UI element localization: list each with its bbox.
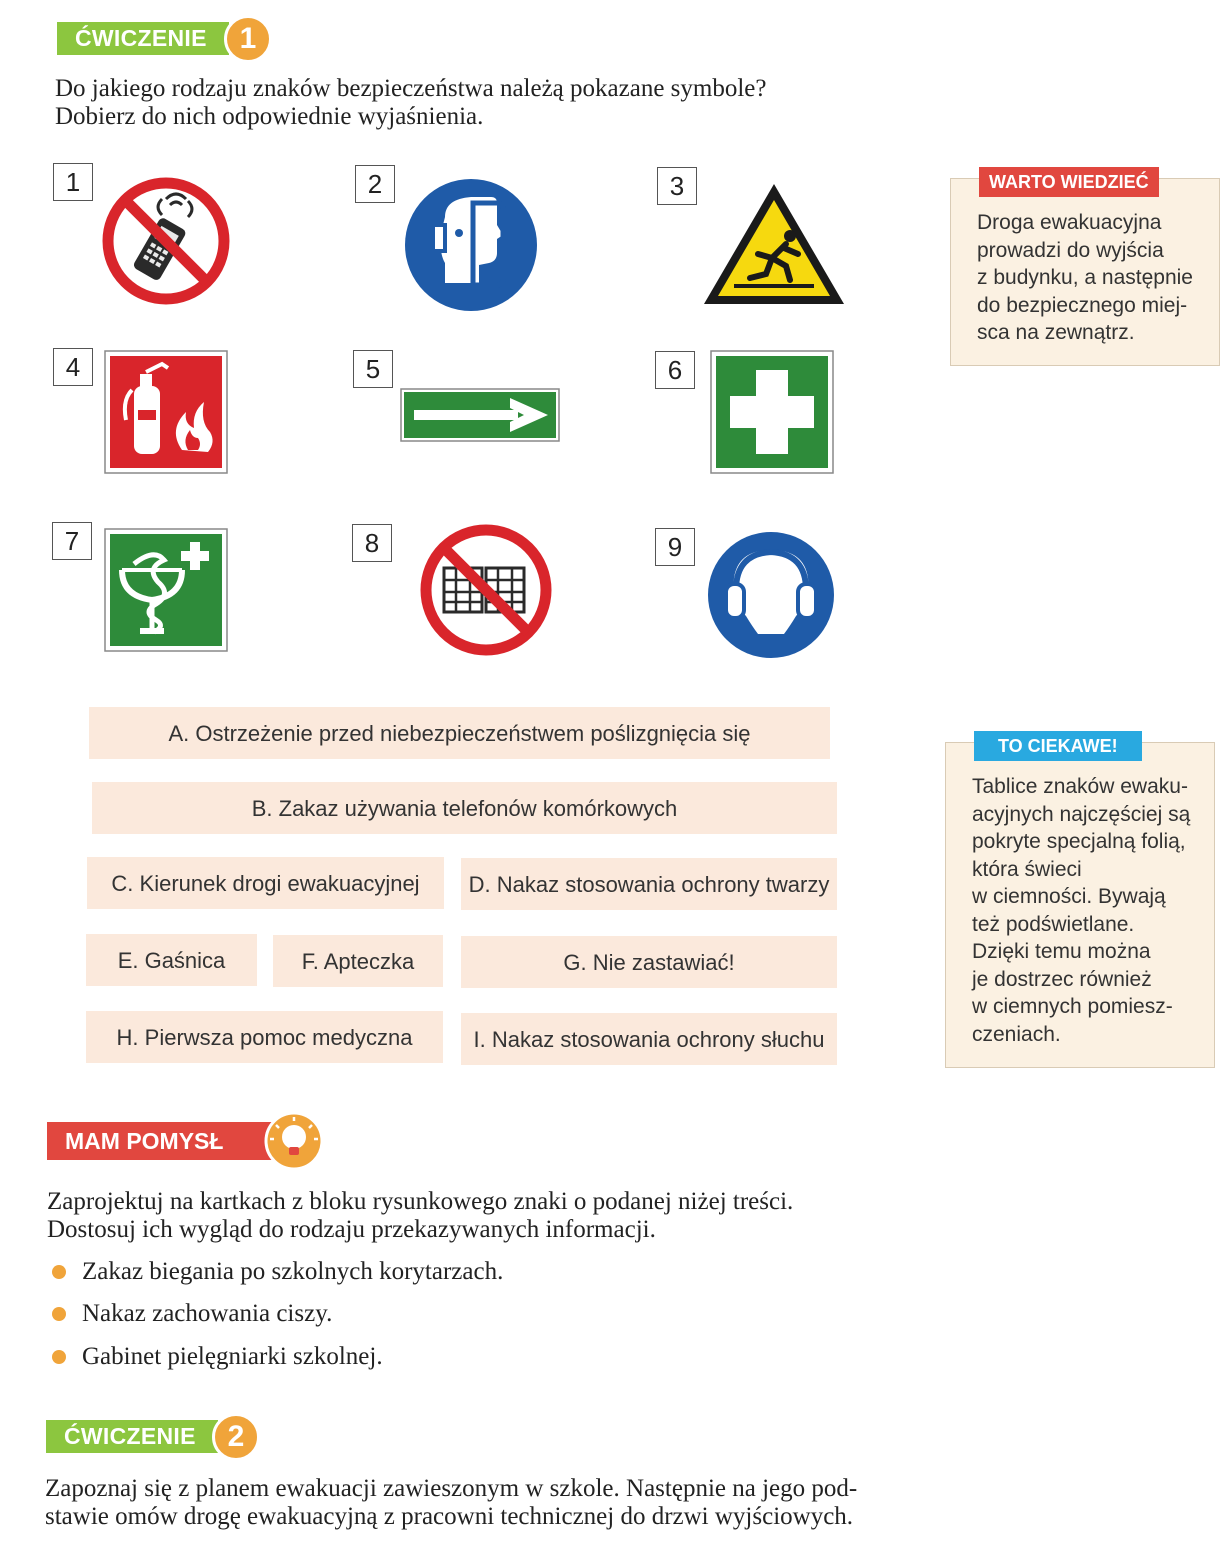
no-mobile-phone-sign-icon <box>100 175 232 312</box>
answer-g-text: G. Nie zastawiać! <box>563 950 735 975</box>
answer-d <box>461 858 837 910</box>
exercise-2-header <box>46 1420 218 1453</box>
idea-instruction-line-1: Zaprojektuj na kartkach z bloku rysunkowego znaki o podanej niżej treści. <box>47 1188 794 1215</box>
bullet-icon <box>52 1265 66 1279</box>
idea-label: MAM POMYSŁ <box>65 1128 224 1154</box>
idea-header <box>47 1122 275 1160</box>
ciekawe-line: Tablice znaków ewaku- <box>972 775 1188 798</box>
to-ciekawe-text <box>972 773 1210 1048</box>
answer-c <box>87 857 444 909</box>
answer-d-text: D. Nakaz stosowania ochrony twarzy <box>468 872 830 897</box>
ciekawe-line: też podświetlane. <box>972 912 1135 936</box>
sign-number-box: 2 <box>355 165 395 203</box>
medical-snake-cup-sign-icon <box>104 528 228 657</box>
ciekawe-line: je dostrzec również <box>972 967 1152 991</box>
answer-b-text: B. Zakaz używania telefonów komórkowych <box>251 796 678 821</box>
warto-line: z budynku, a następnie <box>977 266 1193 289</box>
ciekawe-line: acyjnych najczęściej są <box>972 802 1191 826</box>
idea-instruction <box>47 1188 907 1244</box>
evacuation-arrow-sign-icon <box>400 388 560 447</box>
fire-extinguisher-sign-icon <box>104 350 228 479</box>
exercise-2-number: 2 <box>212 1413 260 1461</box>
answer-h <box>86 1011 443 1063</box>
answer-g <box>461 936 837 988</box>
answer-i <box>461 1013 837 1065</box>
answer-b <box>92 782 837 834</box>
ciekawe-line: Dzięki temu można <box>972 940 1151 963</box>
idea-bullet-item: Zakaz biegania po szkolnych korytarzach. <box>82 1258 504 1285</box>
ciekawe-line: w ciemnych pomiesz- <box>972 995 1173 1018</box>
exercise-2-instruction-line-1: Zapoznaj się z planem ewakuacji zawieszonym w szkole. Następnie na jego pod- <box>45 1475 858 1502</box>
exercise-1-number: 1 <box>224 15 272 63</box>
answer-c-text: C. Kierunek drogi ewakuacyjnej <box>111 871 420 896</box>
exercise-2-label: ĆWICZENIE <box>64 1423 196 1449</box>
exercise-2-instruction-line-2: stawie omów drogę ewakuacyjną z pracowni technicznej do drzwi wyjściowych. <box>45 1503 854 1530</box>
answer-e-text: E. Gaśnica <box>117 948 226 973</box>
lightbulb-icon <box>262 1111 326 1176</box>
sign-number-box: 3 <box>657 167 697 205</box>
first-aid-cross-sign-icon <box>710 350 834 479</box>
ciekawe-line: która świeci <box>972 857 1082 881</box>
exercise-1-instruction <box>55 75 905 131</box>
warto-line: Droga ewakuacyjna <box>977 211 1162 234</box>
ciekawe-line: pokryte specjalną folią, <box>972 830 1186 853</box>
exercise-1-instruction-line-1: Do jakiego rodzaju znaków bezpieczeństwa należą pokazane symbole? <box>55 75 767 102</box>
answer-a <box>89 707 830 759</box>
answer-i-text: I. Nakaz stosowania ochrony słuchu <box>473 1027 825 1052</box>
warto-wiedziec-text <box>977 209 1213 347</box>
warto-line: do bezpiecznego miej- <box>977 293 1188 317</box>
idea-bullet-item: Nakaz zachowania ciszy. <box>82 1300 333 1327</box>
warto-wiedziec-tag: WARTO WIEDZIEĆ <box>979 167 1159 197</box>
bullet-icon <box>52 1307 66 1321</box>
answer-h-text: H. Pierwsza pomoc medyczna <box>116 1025 413 1050</box>
ear-protection-mandatory-sign-icon <box>706 530 836 665</box>
exercise-2-instruction <box>45 1475 925 1531</box>
answer-a-text: A. Ostrzeżenie przed niebezpieczeństwem poślizgnięcia się <box>168 721 751 746</box>
warto-wiedziec-box <box>950 172 1220 366</box>
sign-number-box: 1 <box>53 163 93 201</box>
idea-bullet-item: Gabinet pielęgniarki szkolnej. <box>82 1343 383 1370</box>
to-ciekawe-box <box>945 736 1215 1068</box>
sign-number-box: 6 <box>655 351 695 389</box>
sign-number-box: 8 <box>352 524 392 562</box>
answer-e <box>86 934 257 986</box>
answer-f <box>273 935 443 987</box>
warto-line: prowadzi do wyjścia <box>977 238 1164 262</box>
ciekawe-line: w ciemności. Bywają <box>972 885 1166 908</box>
exercise-1-instruction-line-2: Dobierz do nich odpowiednie wyjaśnienia. <box>55 103 484 130</box>
sign-number-box: 4 <box>53 348 93 386</box>
answer-f-text: F. Apteczka <box>301 949 415 974</box>
bullet-icon <box>52 1350 66 1364</box>
slippery-floor-warning-sign-icon <box>700 178 848 315</box>
sign-number-box: 7 <box>52 522 92 560</box>
sign-number-box: 5 <box>353 350 393 388</box>
ciekawe-line: czeniach. <box>972 1022 1061 1046</box>
exercise-1-label: ĆWICZENIE <box>75 25 207 51</box>
face-shield-mandatory-sign-icon <box>403 177 539 318</box>
warto-line: sca na zewnątrz. <box>977 321 1135 344</box>
to-ciekawe-tag: TO CIEKAWE! <box>974 731 1142 761</box>
idea-instruction-line-2: Dostosuj ich wygląd do rodzaju przekazywanych informacji. <box>47 1216 656 1243</box>
do-not-obstruct-sign-icon <box>418 522 554 663</box>
sign-number-box: 9 <box>655 528 695 566</box>
exercise-1-header <box>57 22 229 55</box>
